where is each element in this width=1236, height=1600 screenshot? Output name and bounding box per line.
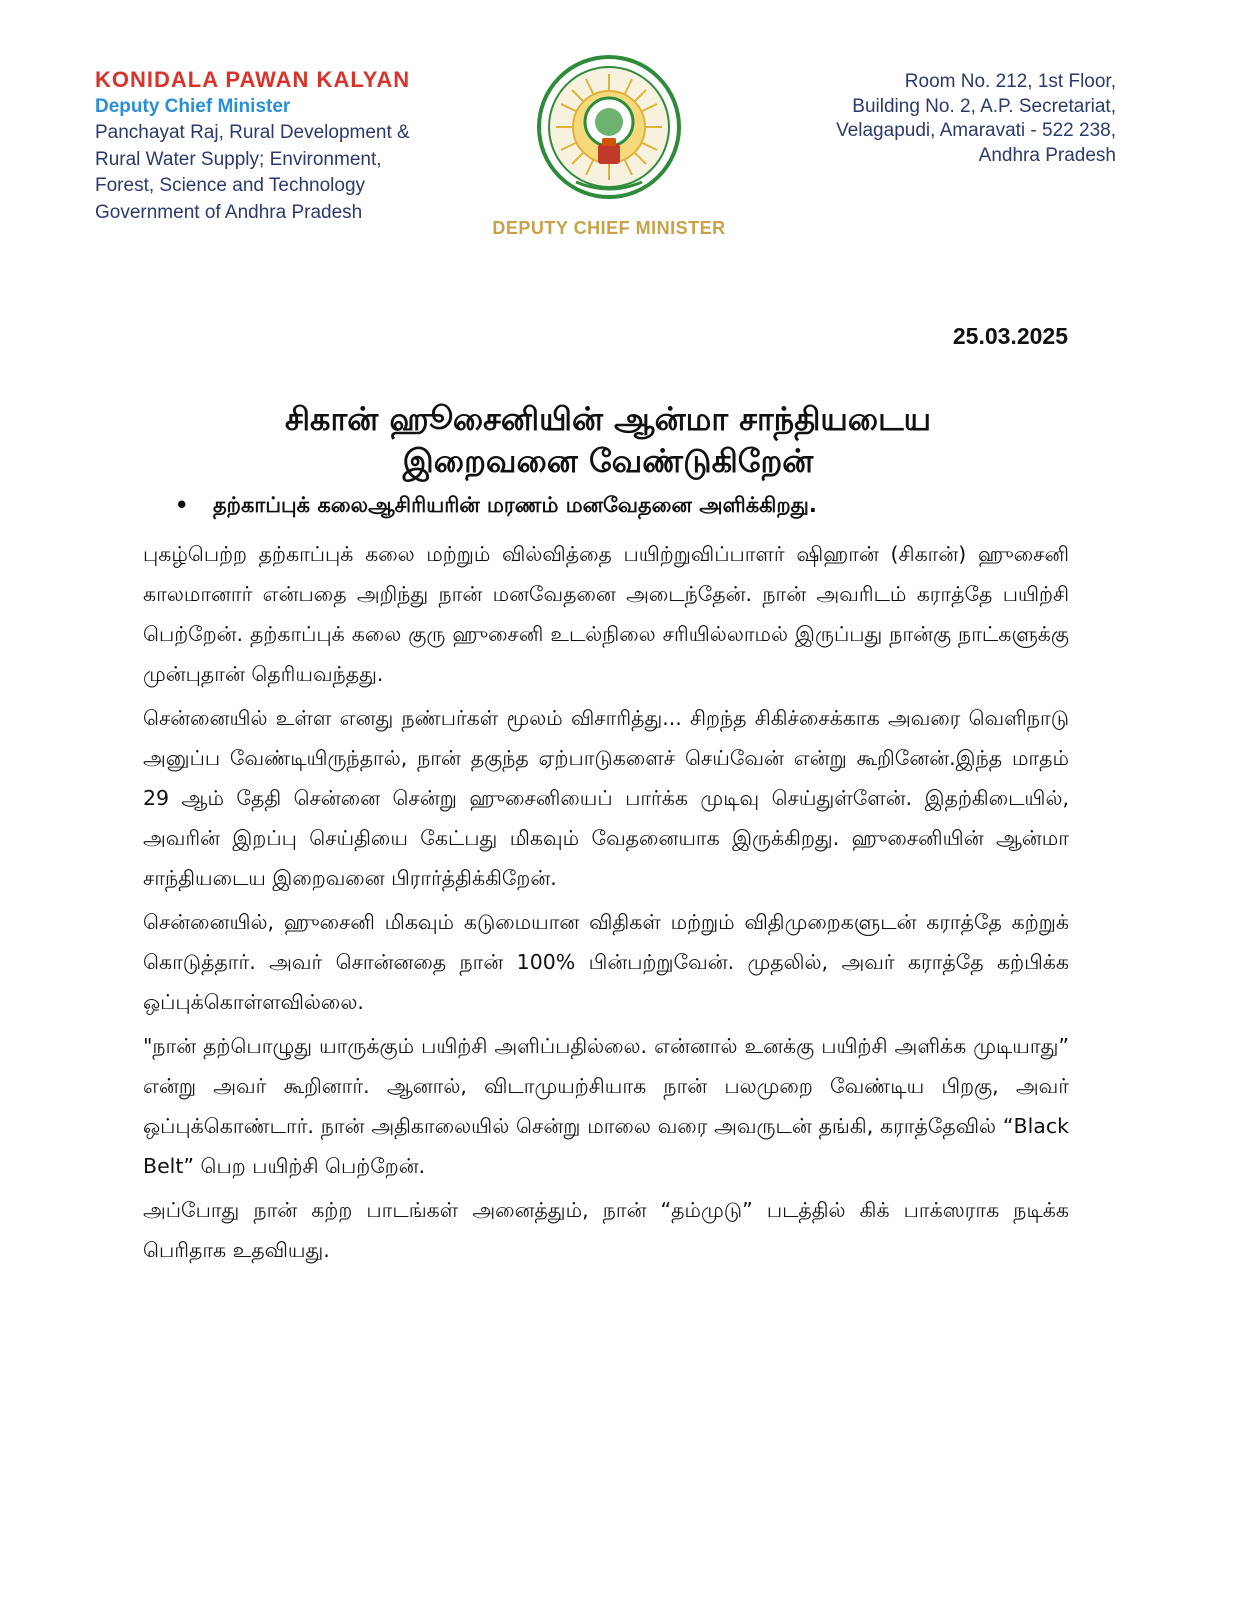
emblem-block <box>484 52 734 247</box>
body-paragraph: சென்னையில், ஹுசைனி மிகவும் கடுமையான விதிகள் மற்றும் விதிமுறைகளுடன் கராத்தே கற்றுக் கொடுத்தார். அவர் சொன்னதை நான் 100% பின்பற்றுவேன். முதலில், அவர் கராத்தே கற்பிக்க ஒப்புக்கொள்ளவில்லை. <box>143 910 1069 1014</box>
minister-name: KONIDALA PAWAN KALYAN <box>95 67 411 92</box>
headline-line: இறைவனை வேண்டுகிறேன் <box>402 442 814 480</box>
letterhead-sender <box>95 66 495 226</box>
body-paragraph: "நான் தற்பொழுது யாருக்கும் பயிற்சி அளிப்பதில்லை. என்னால் உனக்கு பயிற்சி அளிக்க முடியாது” என்று அவர் கூறினார். ஆனால், விடாமுயற்சியாக நான் பலமுறை வேண்டிய பிறகு, அவர் ஒப்புக்கொண்டார். நான் அதிகாலையில் சென்று மாலை வரை அவருடன் தங்கி, கராத்தேவில் “Black Belt” பெற பயிற்சி பெற்றேன். <box>143 1034 1069 1178</box>
body-paragraph: சென்னையில் உள்ள எனது நண்பர்கள் மூலம் விசாரித்து... சிறந்த சிகிச்சைக்காக அவரை வெளிநாடு அனுப்ப வேண்டியிருந்தால், நான் தகுந்த ஏற்பாடுகளைச் செய்வேன் என்று கூறினேன்.இந்த மாதம் 29 ஆம் தேதி சென்னை சென்று ஹுசைனியைப் பார்க்க முடிவு செய்துள்ளேன். இதற்கிடையில், அவரின் இறப்பு செய்தியை கேட்பது மிகவும் வேதனையாக இருக்கிறது. ஹுசைனியின் ஆன்மா சாந்தியடைய இறைவனை பிரார்த்திக்கிறேன். <box>143 706 1069 890</box>
document-date: 25.03.2025 <box>952 323 1068 349</box>
department-line: Panchayat Raj, Rural Development & <box>95 122 410 143</box>
body-paragraph: புகழ்பெற்ற தற்காப்புக் கலை மற்றும் வில்வித்தை பயிற்றுவிப்பாளர் ஷிஹான் (சிகான்) ஹுசைனி காலமானார் என்பதை அறிந்து நான் மனவேதனை அடைந்தேன். நான் அவரிடம் கராத்தே பயிற்சி பெற்றேன். தற்காப்புக் கலை குரு ஹுசைனி உடல்நிலை சரியில்லாமல் இருப்பது நான்கு நாட்களுக்கு முன்புதான் தெரியவந்தது. <box>143 542 1069 686</box>
address-line: Room No. 212, 1st Floor, <box>904 71 1116 92</box>
department-line: Forest, Science and Technology <box>95 175 366 196</box>
department-line: Rural Water Supply; Environment, <box>95 148 382 170</box>
address-line: Building No. 2, A.P. Secretariat, <box>852 95 1116 117</box>
bullet-icon: • <box>175 493 189 517</box>
headline <box>140 398 1076 482</box>
bullet-text: தற்காப்புக் கலைஆசிரியரின் மரணம் மனவேதனை அளிக்கிறது. <box>213 493 817 517</box>
address-line: Velagapudi, Amaravati - 522 238, <box>836 120 1116 141</box>
state-emblem-icon <box>536 52 682 202</box>
headline-line: சிகான் ஹூசைனியின் ஆன்மா சாந்தியடைய <box>284 400 932 438</box>
office-address <box>776 70 1116 168</box>
press-release-body <box>143 534 1069 1274</box>
address-line: Andhra Pradesh <box>978 144 1116 166</box>
body-paragraph: அப்போது நான் கற்ற பாடங்கள் அனைத்தும், நான் “தம்முடு” படத்தில் கிக் பாக்ஸராக நடிக்க பெரிதாக உதவியது. <box>143 1198 1069 1262</box>
bullet-point <box>175 490 1075 520</box>
minister-role: Deputy Chief Minister <box>95 96 291 117</box>
emblem-caption: DEPUTY CHIEF MINISTER <box>492 218 726 238</box>
government-line: Government of Andhra Pradesh <box>95 201 363 223</box>
